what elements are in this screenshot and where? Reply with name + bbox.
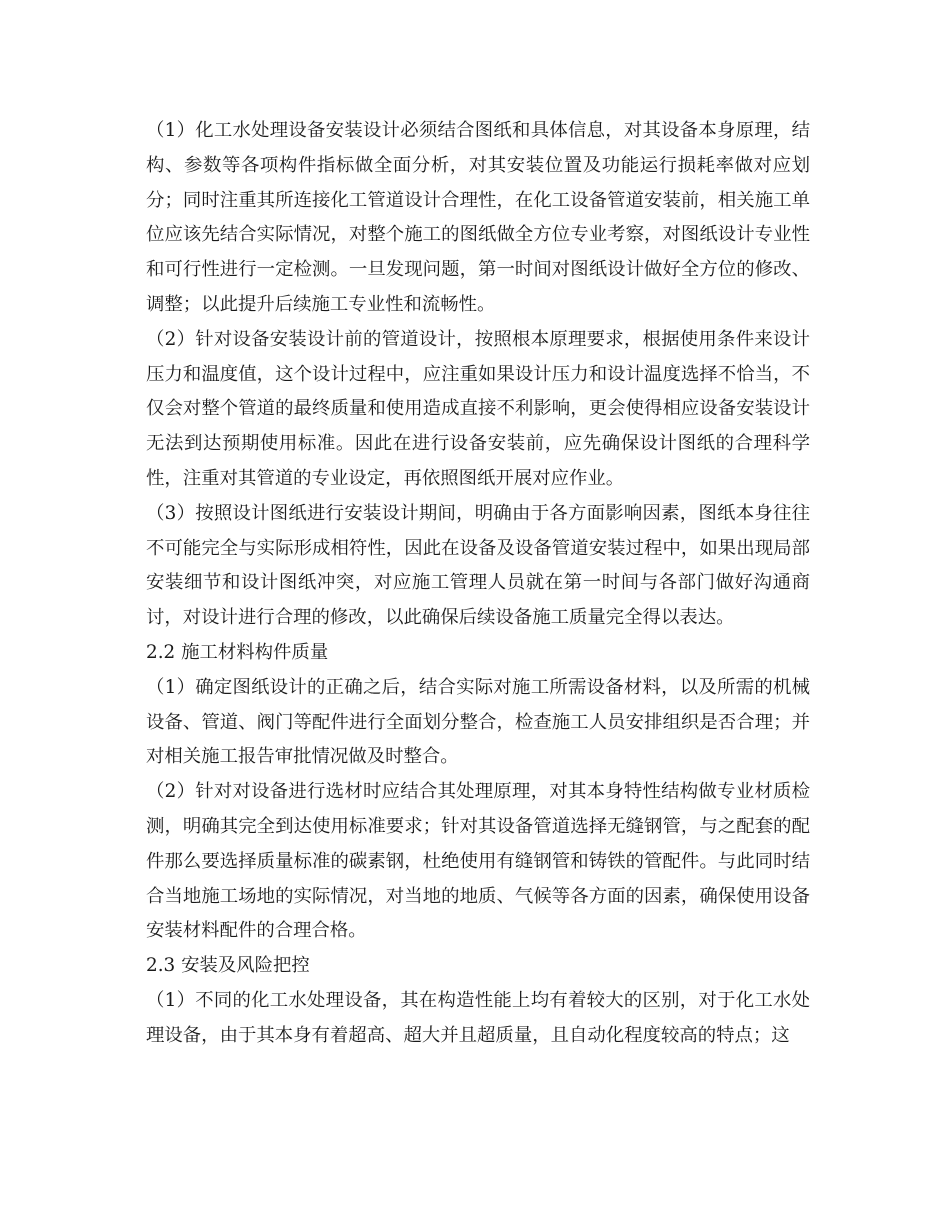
paragraph-material-item-1: （1）确定图纸设计的正确之后，结合实际对施工所需设备材料，以及所需的机械设备、管道、阀门等配件进行全面划分整合，检查施工人员安排组织是否合理；并对相关施工报告审批情况做及时整合。 <box>146 676 810 768</box>
section-heading-2-2: 2.2 施工材料构件质量 <box>146 641 329 663</box>
paragraph-design-item-2: （2）针对设备安装设计前的管道设计，按照根本原理要求，根据使用条件来设计压力和温度值，这个设计过程中，应注重如果设计压力和设计温度选择不恰当，不仅会对整个管道的最终质量和使用造成直接不利影响，更会使得相应设备安装设计无法到达预期使用标准。因此在进行设备安装前，应先确保设计图纸的合理科学性，注重对其管道的专业设定，再依照图纸开展对应作业。 <box>146 328 810 489</box>
paragraph-material-item-2: （2）针对对设备进行选材时应结合其处理原理，对其本身特性结构做专业材质检测，明确其完全到达使用标准要求；针对其设备管道选择无缝钢管，与之配套的配件那么要选择质量标准的碳素钢，杜绝使用有缝钢管和铸铁的管配件。与此同时结合当地施工场地的实际情况，对当地的地质、气候等各方面的因素，确保使用设备安装材料配件的合理合格。 <box>146 781 810 942</box>
document-body <box>146 114 810 1054</box>
paragraph-design-item-1: （1）化工水处理设备安装设计必须结合图纸和具体信息，对其设备本身原理，结构、参数等各项构件指标做全面分析，对其安装位置及功能运行损耗率做对应划分；同时注重其所连接化工管道设计合理性，在化工设备管道安装前，相关施工单位应该先结合实际情况，对整个施工的图纸做全方位专业考察，对图纸设计专业性和可行性进行一定检测。一旦发现问题，第一时间对图纸设计做好全方位的修改、调整；以此提升后续施工专业性和流畅性。 <box>146 120 810 315</box>
section-heading-2-3: 2.3 安装及风险把控 <box>146 955 310 977</box>
paragraph-design-item-3: （3）按照设计图纸进行安装设计期间，明确由于各方面影响因素，图纸本身往往不可能完全与实际形成相符性，因此在设备及设备管道安装过程中，如果出现局部安装细节和设计图纸冲突，对应施工管理人员就在第一时间与各部门做好沟通商讨，对设计进行合理的修改，以此确保后续设备施工质量完全得以表达。 <box>146 502 810 629</box>
paragraph-risk-item-1: （1）不同的化工水处理设备，其在构造性能上均有着较大的区别，对于化工水处理设备，由于其本身有着超高、超大并且超质量，且自动化程度较高的特点；这 <box>146 989 810 1046</box>
